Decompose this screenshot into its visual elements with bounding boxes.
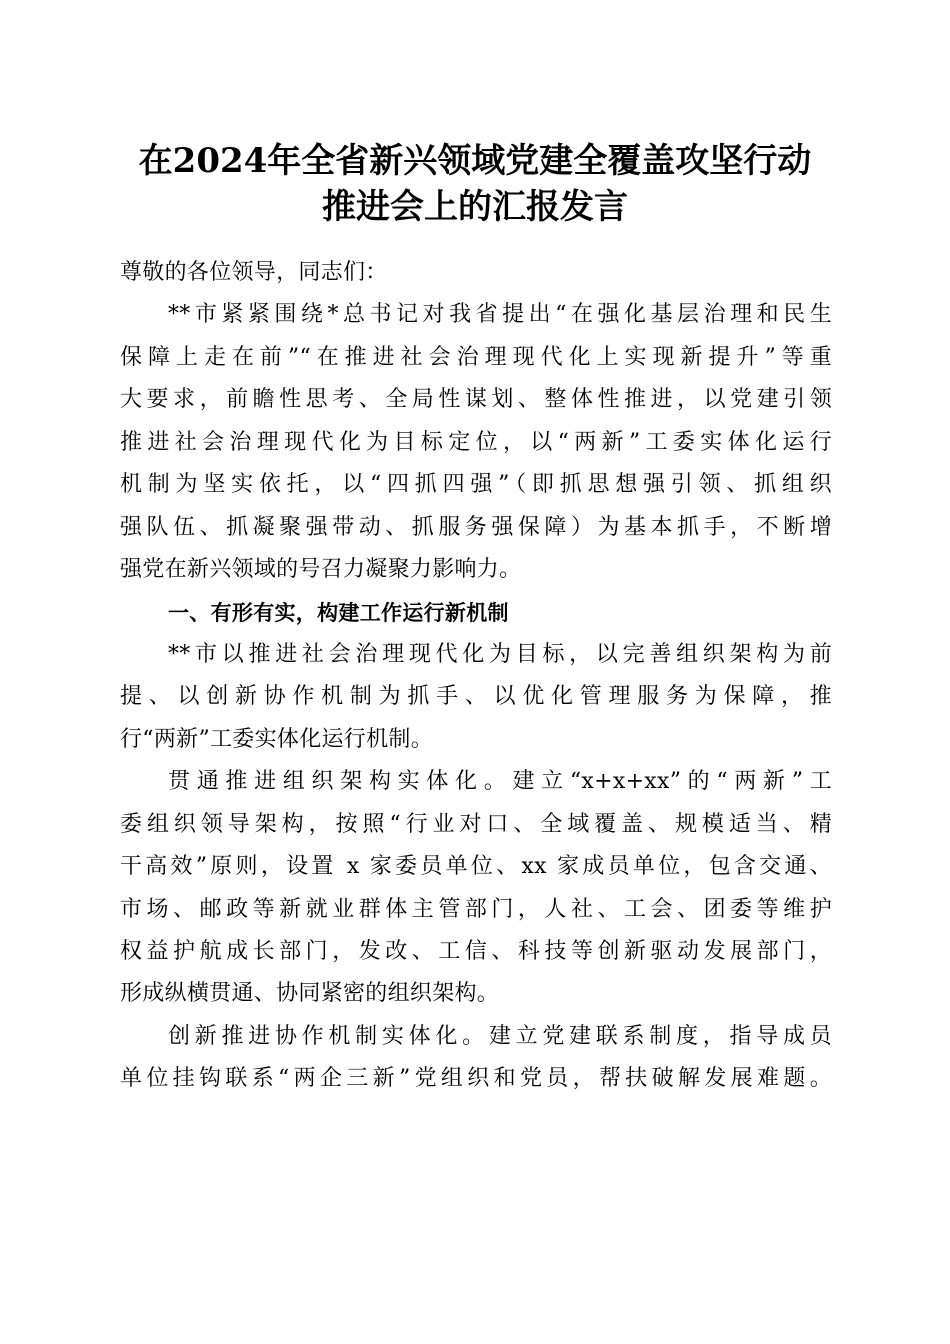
body-text-line: 形成纵横贯通、协同紧密的组织架构。: [120, 981, 500, 1007]
body-text-line: 委组织领导架构，按照“行业对口、全域覆盖、规模适当、精: [120, 811, 832, 837]
body-text-line: 行“两新”工委实体化运行机制。: [120, 726, 433, 752]
body-text-line: 干高效”原则，设置 x 家委员单位、xx 家成员单位，包含交通、: [120, 854, 832, 880]
section-heading: 一、有形有实，构建工作运行新机制: [168, 600, 509, 625]
body-text-line: **市以推进社会治理现代化为目标，以完善组织架构为前: [168, 641, 832, 667]
document-title-line-2: 推进会上的汇报发言: [322, 187, 628, 227]
document-body: [120, 252, 832, 1101]
body-text-line: 机制为坚实依托，以“四抓四强”（即抓思想强引领、抓组织: [120, 472, 832, 498]
body-text-line: 强队伍、抓凝聚强带动、抓服务强保障）为基本抓手，不断增: [120, 514, 832, 540]
body-text-line: 单位挂钩联系“两企三新”党组织和党员，帮扶破解发展难题。: [120, 1066, 832, 1092]
body-text-line: 贯通推进组织架构实体化。建立“x+x+xx”的“两新”工: [168, 769, 832, 795]
body-text-line: 市场、邮政等新就业群体主管部门，人社、工会、团委等维护: [120, 896, 832, 922]
body-text-line: 创新推进协作机制实体化。建立党建联系制度，指导成员: [168, 1023, 832, 1049]
body-text-line: 权益护航成长部门，发改、工信、科技等创新驱动发展部门，: [120, 939, 832, 964]
body-text-line: 提、以创新协作机制为抓手、以优化管理服务为保障，推: [120, 684, 832, 710]
body-text-line: 推进社会治理现代化为目标定位，以“两新”工委实体化运行: [120, 429, 832, 455]
body-text-line: 尊敬的各位领导，同志们：: [120, 260, 388, 285]
body-text-line: 强党在新兴领域的号召力凝聚力影响力。: [120, 557, 522, 583]
body-text-line: **市紧紧围绕*总书记对我省提出“在强化基层治理和民生: [168, 302, 832, 328]
body-text-line: 大要求，前瞻性思考、全局性谋划、整体性推进，以党建引领: [120, 387, 832, 413]
document-title-line-1: 在2024年全省新兴领域党建全覆盖攻坚行动: [138, 141, 812, 181]
body-text-line: 保障上走在前”“在推进社会治理现代化上实现新提升”等重: [120, 344, 832, 370]
